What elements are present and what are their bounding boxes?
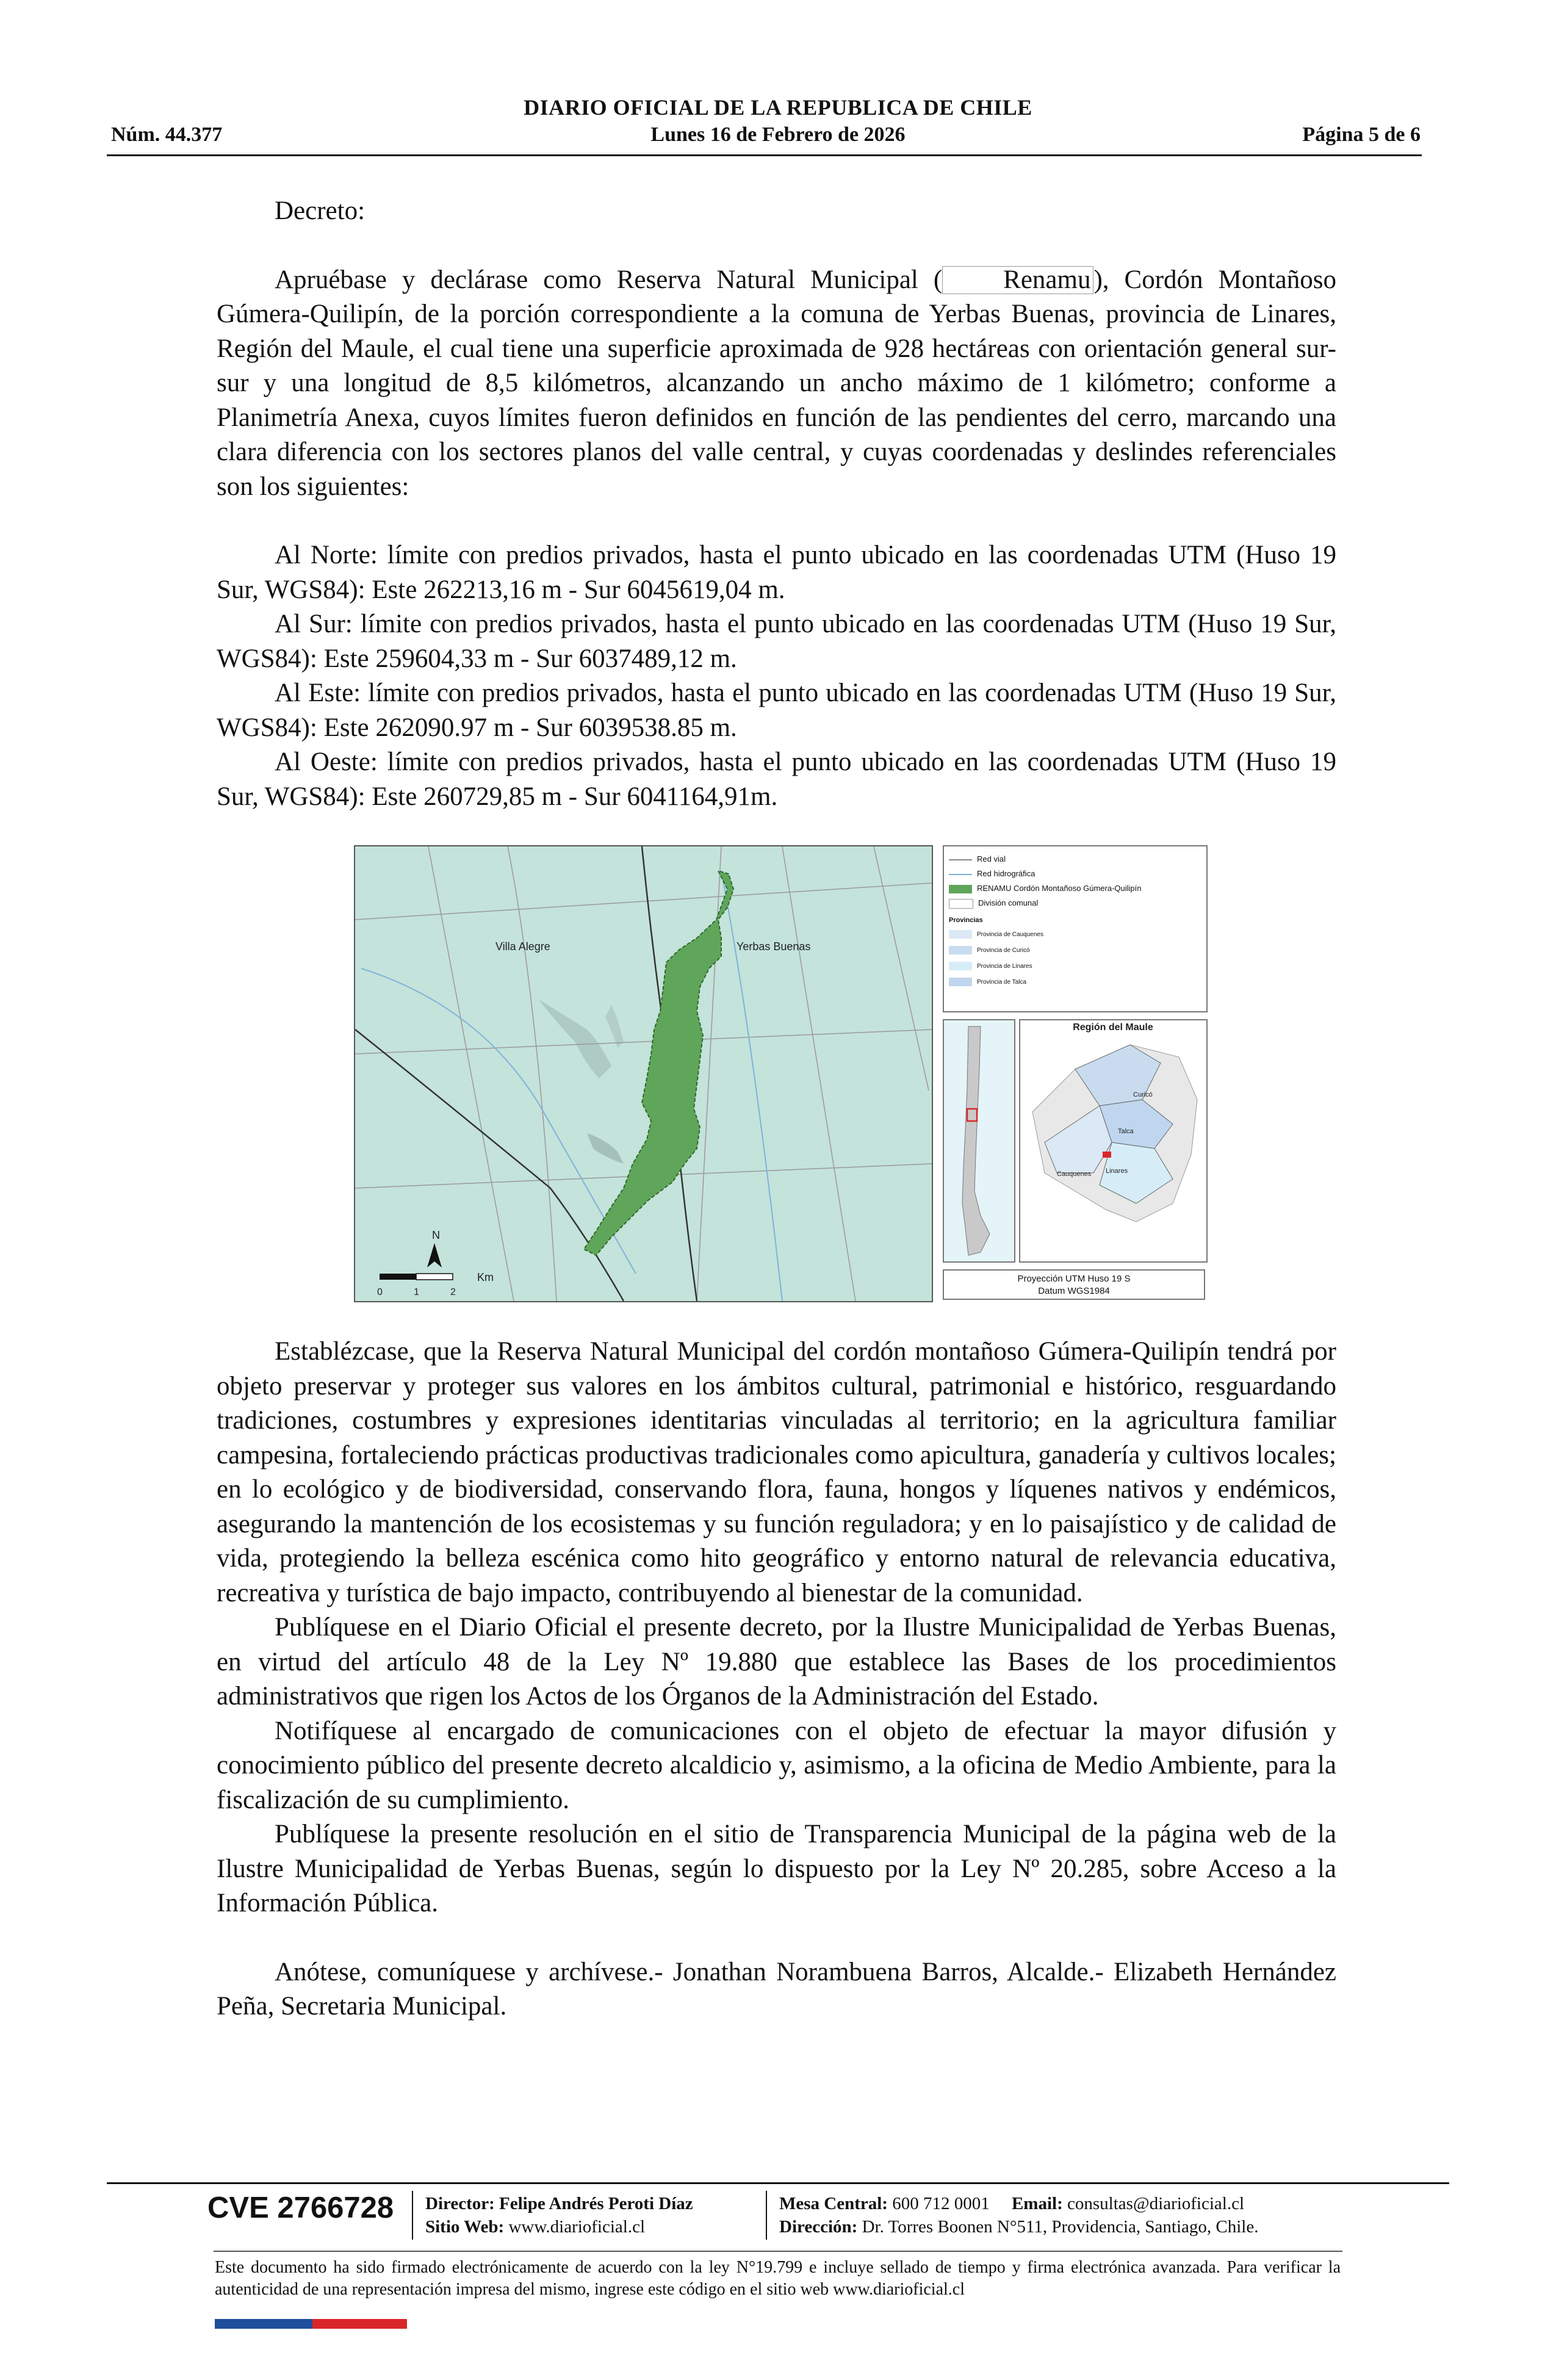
footer-contact-block: Mesa Central: 600 712 0001 Email: consultas@diarioficial.cl Dirección: Dr. Torres Boonen N°511, Providencia, Santiago, Chile. xyxy=(779,2194,1259,2237)
legend-province-talca: Provincia de Talca xyxy=(949,977,1026,988)
region-inset-map xyxy=(1019,1019,1208,1263)
region-label-talca: Talca xyxy=(1118,1128,1134,1135)
map-drawing xyxy=(355,846,932,1301)
projection-line-1: Proyección UTM Huso 19 S xyxy=(1017,1274,1131,1284)
legend-province-linares: Provincia de Linares xyxy=(949,961,1032,972)
transparency-paragraph: Publíquese la presente resolución en el sitio de Transparencia Municipal de la página web de la Ilustre Municipalidad de Yerbas Buenas, según lo dispuesto por la Ley Nº 20.285, sobre Acceso a la Información Pública. xyxy=(217,1820,1336,1917)
footer-legal-note: Este documento ha sido firmado electrónicamente de acuerdo con la ley N°19.799 e incluye sellado de tiempo y firma electrónica avanzada. Para verificar la autenticidad de una representación impresa del mismo, ingrese este código en el sitio web www.diarioficial.cl xyxy=(215,2258,1341,2299)
footer-director-block: Director: Felipe Andrés Peroti Díaz Sitio Web: www.diarioficial.cl xyxy=(425,2194,693,2237)
scale-unit: Km xyxy=(477,1271,494,1283)
scale-tick-2: 2 xyxy=(450,1287,456,1297)
projection-line-2: Datum WGS1984 xyxy=(1038,1286,1110,1296)
decree-paragraph-1 xyxy=(217,263,1336,505)
cve-code: CVE 2766728 xyxy=(207,2191,394,2224)
footer-separator-1 xyxy=(412,2191,413,2240)
page-indicator: Página 5 de 6 xyxy=(1302,123,1421,146)
projection-note xyxy=(943,1269,1205,1300)
issue-number: Núm. 44.377 xyxy=(111,123,223,146)
issue-date: Lunes 16 de Febrero de 2026 xyxy=(650,123,906,146)
footer-flag-bar-blue xyxy=(215,2319,312,2329)
label-villa-alegre: Villa Alegre xyxy=(495,940,550,953)
decree-body-top xyxy=(217,194,1336,814)
legend-item-reserve: RENAMU Cordón Montañoso Gúmera-Quilipín xyxy=(949,883,1142,894)
paragraph1-part-b: ), Cordón Montañoso Gúmera-Quilipín, de la porción correspondiente a la comuna de Yerbas Buenas, provincia de Linares, Región del Maule, el cual tiene una superficie aproximada de 928 hectáreas con orientación general sur-sur y una longitud de 8,5 kilómetros, alcanzando un ancho máximo de 1 kilómetro; conforme a Planimetría Anexa, cuyos límites fueron definidos en función de las pendientes del cerro, marcando una clara diferencia con los sectores planos del valle central, y cuyas coordenadas y deslindes referenciales son los siguientes: xyxy=(217,265,1336,501)
limit-west: Al Oeste: límite con predios privados, hasta el punto ubicado en las coordenadas UTM (Huso 19 Sur, WGS84): Este 260729,85 m - Sur 6041164,91m. xyxy=(217,748,1336,811)
objective-paragraph: Establézcase, que la Reserva Natural Municipal del cordón montañoso Gúmera-Quilipín tendrá por objeto preservar y proteger sus valores en los ámbitos cultural, patrimonial e histórico, resguardando tradiciones, costumbres y expresiones identitarias vinculadas al territorio; en la agricultura familiar campesina, fortaleciendo prácticas productivas tradicionales como apicultura, ganadería y cultivos locales; en lo ecológico y de biodiversidad, conservando flora, fauna, hongos y líquenes nativos y endémicos, asegurando la mantención de los ecosistemas y su función reguladora; y en lo paisajístico y de calidad de vida, protegiendo la belleza escénica como hito geográfico y entorno natural de relevancia educativa, recreativa y turística de bajo impacto, contribuyendo al bienestar de la comunidad. xyxy=(217,1337,1336,1607)
footer-website-link[interactable]: www.diarioficial.cl xyxy=(508,2217,646,2237)
region-locator xyxy=(1103,1152,1111,1158)
legend-item-rivers: Red hidrográfica xyxy=(949,868,1035,879)
decree-body-bottom xyxy=(217,1335,1336,2024)
region-label-curico: Curicó xyxy=(1133,1091,1153,1098)
region-label-cauquenes: Cauquenes xyxy=(1057,1170,1092,1178)
legend-provinces-title: Provincias xyxy=(949,917,983,924)
chile-inset-map xyxy=(943,1019,1015,1263)
newspaper-title: DIARIO OFICIAL DE LA REPUBLICA DE CHILE xyxy=(524,95,1032,120)
region-title: Región del Maule xyxy=(1073,1022,1153,1033)
limit-east: Al Este: límite con predios privados, hasta el punto ubicado en las coordenadas UTM (Huso 19 Sur, WGS84): Este 262090.97 m - Sur 6039538.85 m. xyxy=(217,679,1336,742)
limit-south: Al Sur: límite con predios privados, hasta el punto ubicado en las coordenadas UTM (Huso 19 Sur, WGS84): Este 259604,33 m - Sur 6037489,12 m. xyxy=(217,610,1336,673)
limit-north: Al Norte: límite con predios privados, hasta el punto ubicado en las coordenadas UTM (Huso 19 Sur, WGS84): Este 262213,16 m - Sur 6045619,04 m. xyxy=(217,541,1336,604)
closing-signatures: Anótese, comuníquese y archívese.- Jonathan Norambuena Barros, Alcalde.- Elizabeth Hernández Peña, Secretaria Municipal. xyxy=(217,1957,1336,2021)
legend-item-roads: Red vial xyxy=(949,854,1006,865)
label-yerbas-buenas: Yerbas Buenas xyxy=(737,940,811,953)
footer-flag-bar-red xyxy=(312,2319,407,2329)
paragraph1-part-a: Apruébase y declárase como Reserva Natural Municipal ( xyxy=(275,265,943,294)
north-arrow-label: N xyxy=(432,1229,440,1241)
map-legend xyxy=(943,845,1208,1012)
reserve-map xyxy=(354,845,933,1302)
publish-paragraph: Publíquese en el Diario Oficial el presente decreto, por la Ilustre Municipalidad de Yerbas Buenas, en virtud del artículo 48 de la Ley Nº 19.880 que establece las Bases de los procedimientos administrativos que rigen los Actos de los Órganos de la Administración del Estado. xyxy=(217,1613,1336,1711)
legend-item-communal: División comunal xyxy=(949,898,1038,909)
notify-paragraph: Notifíquese al encargado de comunicaciones con el objeto de efectuar la mayor difusión y conocimiento público del presente decreto alcaldicio y, asimismo, a la oficina de Medio Ambiente, para la fiscalización de su cumplimiento. xyxy=(217,1716,1336,1814)
header-divider xyxy=(107,154,1422,156)
footer-email-link[interactable]: consultas@diarioficial.cl xyxy=(1067,2194,1245,2213)
footer-divider xyxy=(107,2182,1449,2184)
legend-province-cauquenes: Provincia de Cauquenes xyxy=(949,929,1043,940)
footer-separator-2 xyxy=(766,2191,767,2240)
region-label-linares: Linares xyxy=(1106,1167,1128,1175)
legend-province-curico: Provincia de Curicó xyxy=(949,945,1030,956)
scale-tick-0: 0 xyxy=(377,1287,383,1297)
scale-tick-1: 1 xyxy=(414,1287,419,1297)
decree-label: Decreto: xyxy=(275,197,366,225)
footer-note-divider xyxy=(214,2251,1342,2252)
renamu-box: Renamu xyxy=(942,266,1093,294)
